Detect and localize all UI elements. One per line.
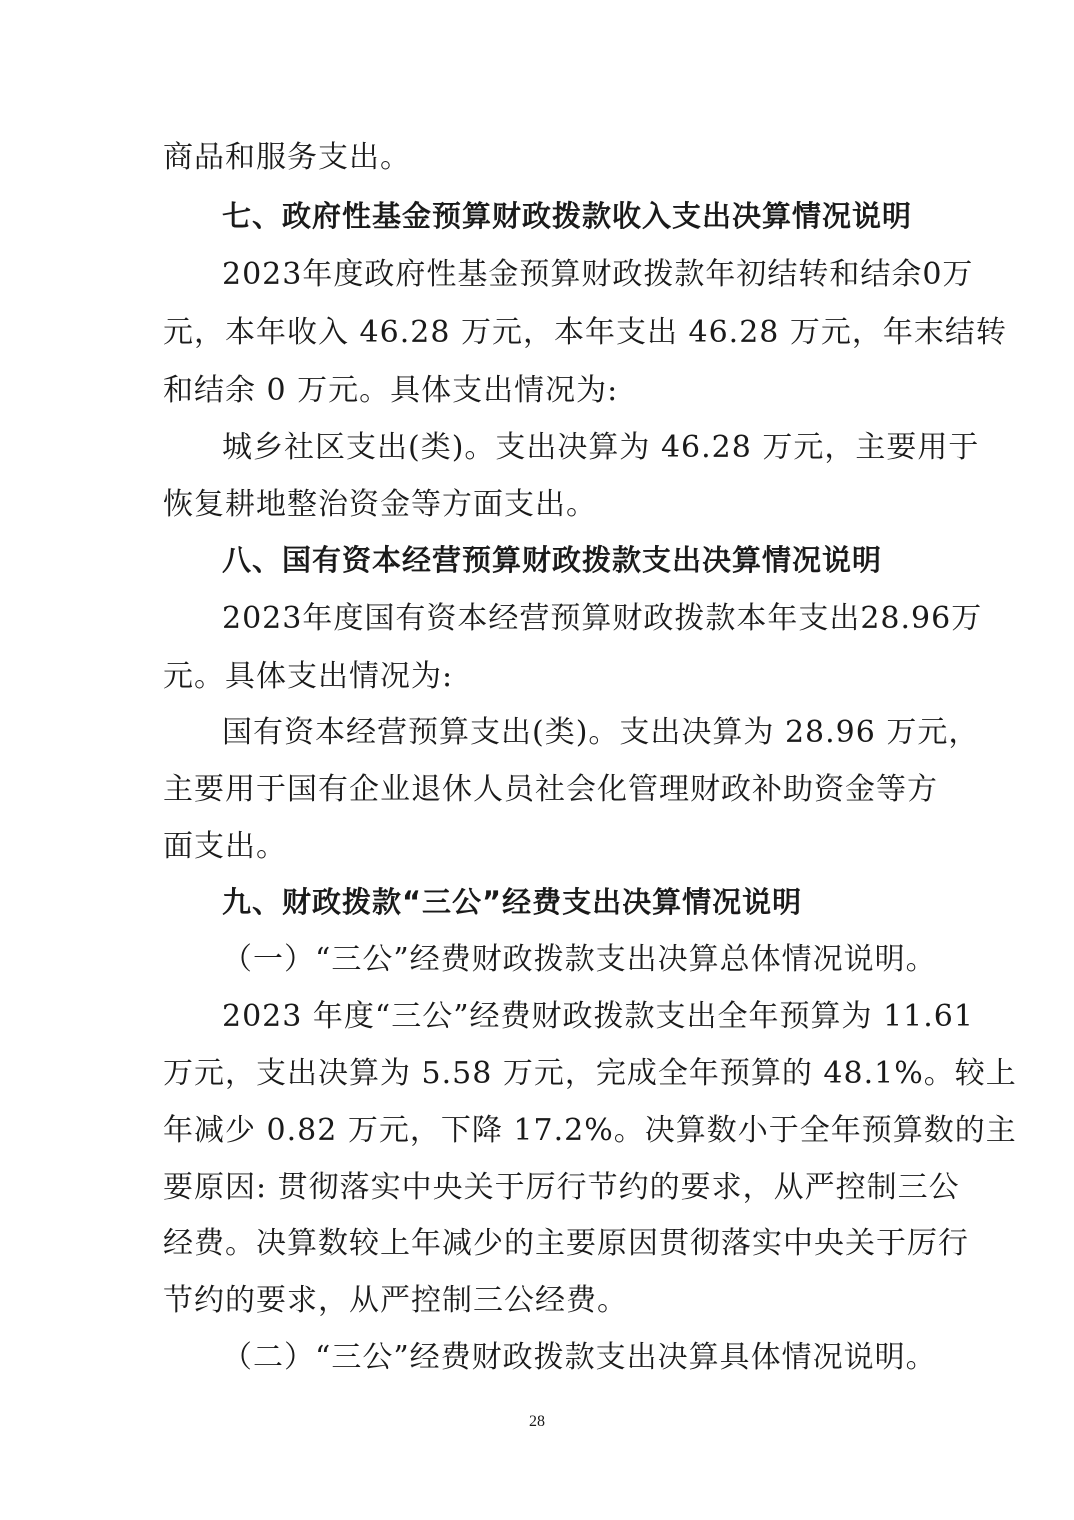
paragraph-line: 经费。决算数较上年减少的主要原因贯彻落实中央关于厉行 <box>163 1226 969 1261</box>
paragraph-line: 恢复耕地整治资金等方面支出。 <box>163 487 597 522</box>
paragraph-line: 商品和服务支出。 <box>163 140 411 175</box>
paragraph-line: 主要用于国有企业退休人员社会化管理财政补助资金等方 <box>163 772 938 807</box>
section-heading-seven: 七、政府性基金预算财政拨款收入支出决算情况说明 <box>222 199 913 233</box>
paragraph-line: 和结余 0 万元。具体支出情况为: <box>163 373 619 408</box>
paragraph-line: 2023 年度“三公”经费财政拨款支出全年预算为 11.61 <box>222 999 974 1034</box>
page-number: 28 <box>529 1413 545 1430</box>
paragraph-line: 元，本年收入 46.28 万元，本年支出 46.28 万元，年末结转 <box>163 315 1007 350</box>
paragraph-line: 面支出。 <box>163 829 287 864</box>
paragraph-line: 年减少 0.82 万元，下降 17.2%。决算数小于全年预算数的主 <box>163 1113 1017 1148</box>
paragraph-line: 节约的要求，从严控制三公经费。 <box>163 1283 628 1318</box>
paragraph-line: 万元，支出决算为 5.58 万元，完成全年预算的 48.1%。较上 <box>163 1056 1017 1091</box>
paragraph-line: 城乡社区支出(类)。支出决算为 46.28 万元，主要用于 <box>222 430 980 465</box>
section-heading-nine: 九、财政拨款“三公”经费支出决算情况说明 <box>222 885 803 919</box>
subsection-heading-two: （二）“三公”经费财政拨款支出决算具体情况说明。 <box>222 1340 937 1375</box>
paragraph-line: 2023年度政府性基金预算财政拨款年初结转和结余0万 <box>222 257 974 292</box>
paragraph-line: 元。具体支出情况为: <box>163 659 454 694</box>
paragraph-line: 2023年度国有资本经营预算财政拨款本年支出28.96万 <box>222 601 983 636</box>
subsection-heading-one: （一）“三公”经费财政拨款支出决算总体情况说明。 <box>222 942 937 977</box>
paragraph-line: 要原因: 贯彻落实中央关于厉行节约的要求，从严控制三公 <box>163 1170 960 1205</box>
paragraph-line: 国有资本经营预算支出(类)。支出决算为 28.96 万元， <box>222 715 980 750</box>
section-heading-eight: 八、国有资本经营预算财政拨款支出决算情况说明 <box>222 543 883 577</box>
